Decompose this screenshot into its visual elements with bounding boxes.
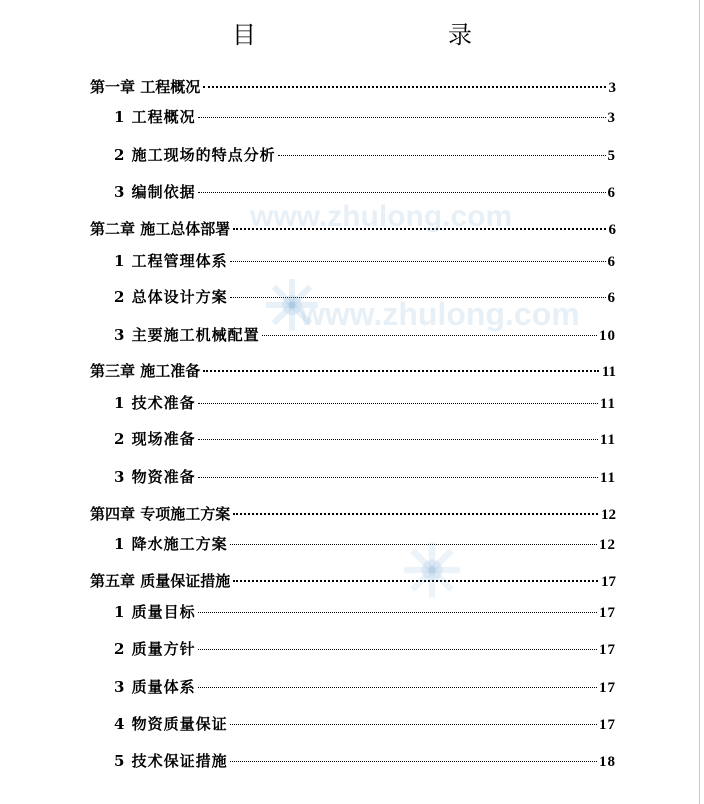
toc-entry-section-1-3[interactable] [114, 181, 616, 203]
toc-entry-label: 1 技术准备 [114, 394, 196, 412]
toc-entry-page: 12 [599, 537, 616, 553]
toc-entry-chapter-3[interactable] [90, 360, 616, 382]
toc-entry-chapter-4[interactable] [90, 503, 616, 525]
toc-entry-page: 18 [599, 754, 616, 770]
toc-entry-page: 17 [599, 605, 616, 621]
toc-entry-section-5-4[interactable] [114, 713, 616, 735]
toc-title: 目 录 [232, 21, 520, 50]
toc-entry-section-3-2[interactable] [114, 428, 616, 450]
toc-entry-page: 11 [599, 470, 616, 486]
toc-entry-page: 10 [599, 328, 616, 344]
toc-entry-label: 2 总体设计方案 [114, 288, 228, 306]
toc-leader-dots [198, 649, 597, 650]
toc-entry-label: 1 质量目标 [114, 603, 196, 621]
toc-entry-page: 11 [601, 364, 616, 380]
toc-entry-label: 2 现场准备 [114, 430, 196, 448]
toc-entry-label: 第四章 专项施工方案 [90, 505, 231, 523]
toc-entry-page: 11 [599, 396, 616, 412]
toc-entry-label: 5 技术保证措施 [114, 752, 228, 770]
toc-leader-dots [198, 117, 606, 118]
toc-leader-dots [198, 192, 606, 193]
toc-leader-dots [233, 228, 605, 230]
toc-leader-dots [262, 335, 597, 336]
toc-entry-chapter-5[interactable] [90, 570, 616, 592]
toc-entry-label: 3 质量体系 [114, 678, 196, 696]
toc-leader-dots [278, 155, 606, 156]
toc-entry-label: 1 降水施工方案 [114, 535, 228, 553]
toc-entry-page: 6 [607, 254, 616, 270]
toc-entry-section-5-1[interactable] [114, 601, 616, 623]
toc-entry-label: 第一章 工程概况 [90, 78, 201, 96]
toc-entry-page: 6 [607, 290, 616, 306]
toc-entry-page: 17 [601, 574, 616, 590]
watermark-text: www.zhulong.com [300, 296, 580, 332]
toc-entry-label: 1 工程管理体系 [114, 252, 228, 270]
toc-entry-chapter-1[interactable] [90, 76, 616, 98]
toc-entry-page: 6 [608, 222, 616, 238]
toc-entry-section-2-2[interactable] [114, 286, 616, 308]
toc-entry-section-3-1[interactable] [114, 392, 616, 414]
toc-entry-section-2-1[interactable] [114, 250, 616, 272]
toc-entry-section-1-1[interactable] [114, 106, 616, 128]
toc-leader-dots [198, 477, 598, 478]
toc-entry-page: 17 [599, 717, 616, 733]
toc-entry-page: 17 [599, 680, 616, 696]
toc-leader-dots [230, 261, 606, 262]
toc-entry-section-5-2[interactable] [114, 638, 616, 660]
toc-leader-dots [198, 612, 597, 613]
toc-entry-section-4-1[interactable] [114, 533, 616, 555]
toc-entry-label: 第二章 施工总体部署 [90, 220, 231, 238]
toc-entry-section-2-3[interactable] [114, 324, 616, 346]
toc-entry-page: 3 [607, 110, 616, 126]
toc-leader-dots [198, 687, 597, 688]
toc-leader-dots [233, 513, 598, 515]
toc-entry-section-5-5[interactable] [114, 750, 616, 772]
toc-entry-page: 5 [607, 148, 616, 164]
toc-entry-page: 6 [607, 185, 616, 201]
toc-entry-label: 3 编制依据 [114, 183, 196, 201]
toc-entry-label: 2 质量方针 [114, 640, 196, 658]
toc-entry-section-1-2[interactable] [114, 144, 616, 166]
toc-entry-section-3-3[interactable] [114, 466, 616, 488]
toc-entry-section-5-3[interactable] [114, 676, 616, 698]
toc-leader-dots [198, 439, 598, 440]
toc-entry-label: 1 工程概况 [114, 108, 196, 126]
toc-entry-label: 3 物资准备 [114, 468, 196, 486]
toc-leader-dots [230, 724, 597, 725]
toc-entry-page: 12 [601, 507, 616, 523]
toc-leader-dots [230, 297, 606, 298]
toc-leader-dots [198, 403, 598, 404]
toc-entry-label: 2 施工现场的特点分析 [114, 146, 276, 164]
toc-entry-chapter-2[interactable] [90, 218, 616, 240]
toc-entry-label: 4 物资质量保证 [114, 715, 228, 733]
toc-entry-page: 17 [599, 642, 616, 658]
toc-leader-dots [230, 544, 597, 545]
toc-entry-page: 11 [599, 432, 616, 448]
toc-entry-label: 3 主要施工机械配置 [114, 326, 260, 344]
toc-leader-dots [203, 370, 599, 372]
watermark-text: www.zhulong.com [250, 200, 513, 233]
page-edge [699, 0, 700, 804]
toc-entry-page: 3 [608, 80, 616, 96]
toc-leader-dots [230, 761, 597, 762]
toc-entry-label: 第五章 质量保证措施 [90, 572, 231, 590]
toc-leader-dots [203, 86, 605, 88]
toc-entry-label: 第三章 施工准备 [90, 362, 201, 380]
toc-leader-dots [233, 580, 598, 582]
